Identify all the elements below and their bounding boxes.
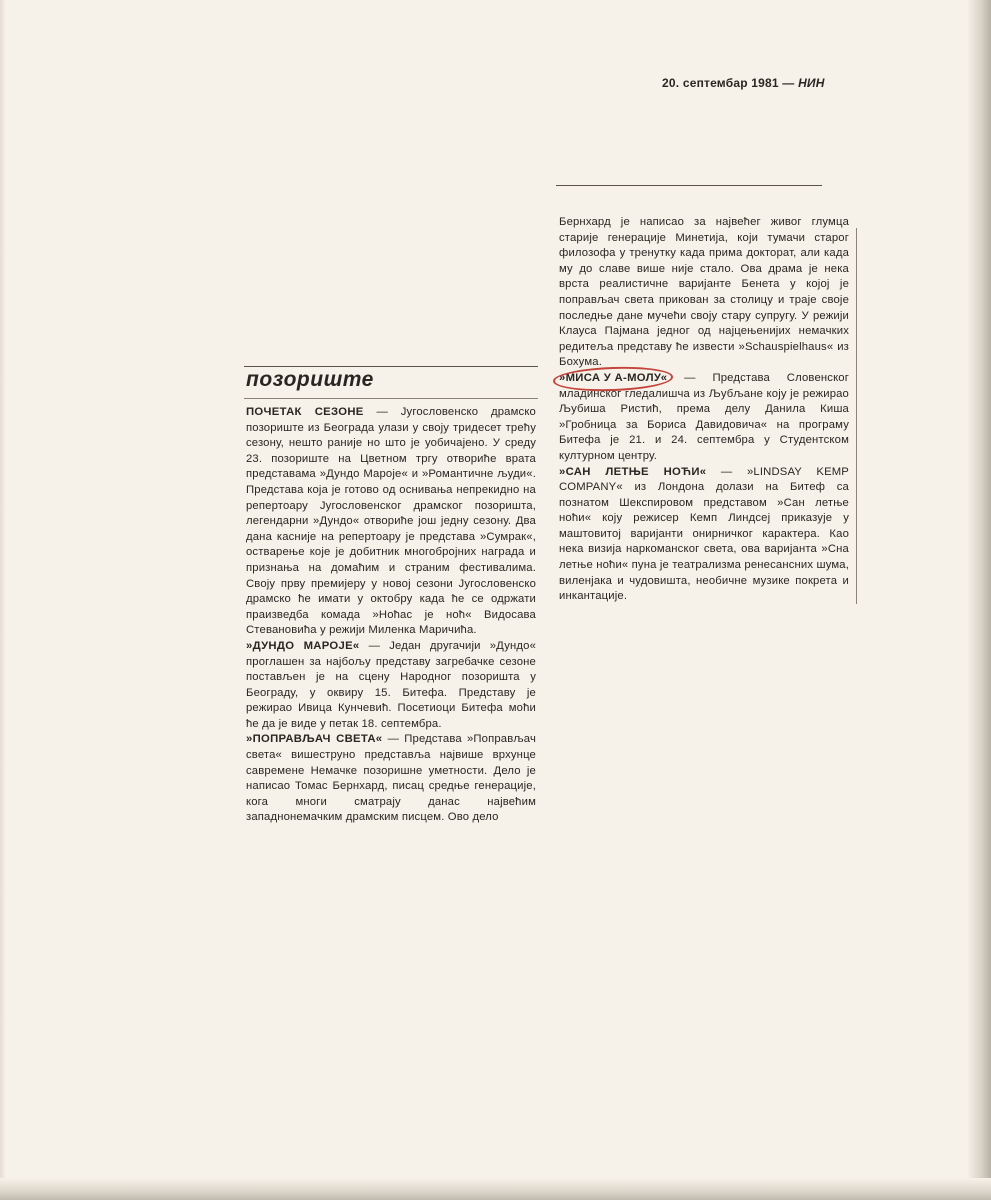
page-left-edge (0, 0, 6, 1200)
lead-pocetak-sezone: ПОЧЕТАК СЕЗОНЕ (246, 406, 364, 418)
article-san-letnje-noci (559, 465, 849, 605)
body-popravljac-cont: Бернхард је написао за највећег живог глумца старије генерације Минетија, који тумачи старог филозофа у тренутку када прима докторат, али када му до славе више није стало. Ова драма је нека врста реалистичне варијанте Бенета у којој је поправљач света прикован за столицу и траје своје последње дане мучећи своју стару супругу. У режији Клауса Пајмана једног од најцењенијих немачких редитеља представу ће извести »Schauspielhaus« из Бохума. (559, 216, 849, 369)
article-pocetak-sezone (246, 405, 536, 639)
section-top-rule (244, 366, 538, 367)
body-popravljac-sveta: — Представа »Поправљач света« вишеструно представља највише врхунце савремене Немачке позоришне уметности. Дело је написао Томас Бернхард, писац средње генерације, кога многи сматрају данас највећим западнонемачким драмским писцем. Ово дело (246, 733, 537, 824)
article-popravljac-sveta (246, 732, 536, 826)
lead-misa-u-a-molu-circled: »МИСА У А-МОЛУ« (559, 371, 667, 387)
article-misa-u-a-molu (559, 371, 849, 465)
right-column-top-rule (556, 185, 822, 186)
body-san-letnje-noci: — »LINDSAY KEMP COMPANY« из Лондона долази на Битеф са познатом Шекспировом представом »Сан летње ноћи« коју режисер Кемп Линдсеј приказује у маштовитој варијанти онирничког карактера. Као нека визија наркоманског света, ова варијанта »Сна летње ноћи« пуна је театрализма ренесансних шума, виленјака и чудовишта, необичне музике покрета и инкантације. (559, 465, 849, 603)
header-magazine: НИН (798, 76, 825, 90)
section-title-underline (244, 398, 538, 399)
header-date: 20. септембар 1981 — (662, 76, 795, 90)
lead-dundo-maroje: »ДУНДО МАРОЈЕ« (246, 639, 360, 652)
page-bottom-edge (0, 1178, 991, 1200)
right-column-border (856, 228, 857, 604)
page-header (662, 76, 852, 90)
lead-popravljac-sveta: »ПОПРАВЉАЧ СВЕТА« (246, 733, 383, 746)
section-title: позориште (246, 368, 374, 391)
body-pocetak-sezone: — Југословенско драмско позориште из Београда улази у своју тридесет трећу сезону, нешто раније но што је уобичајено. У среду 23. позориште на Цветном тргу отвориће врата представама »Дундо Мароје« и »Романтичне људи«. Представа која је готово од оснивања непрекидно на репертоару Југословенског драмског позоришта, легендарни »Дундо« отвориће још једну сезону. Два дана касније на репертоару је представа »Сумрак«, остварење које је добитник многобројних награда и признања на домаћим и страним фестивалима. Своју прву премијеру у новој сезони Југословенско драмско ће имати у октобру када ће се одржати праизведба комада »Ноћас је ноћ« Видосава Стевановића у режији Миленка Маричића. (246, 406, 536, 637)
article-popravljac-cont (559, 215, 849, 371)
body-dundo-maroje: — Један другачији »Дундо« проглашен за најбољу представу загребачке сезоне постављен је на сцену Народног позоришта у Београду, у оквиру 15. Битефа. Представу је режирао Ивица Кунчевић. Посетиоци Битефа моћи ће да је виде у петак 18. септембра. (246, 639, 537, 730)
right-column (559, 215, 849, 605)
left-column (246, 405, 536, 826)
body-misa-u-a-molu: — Представа Словенског младинског гледалишча из Љубљане коју је режирао Љубиша Ристић, према делу Данила Киша »Гробница за Бориса Давидовича« на програму Битефа је 21. и 24. септембра у Студентском културном центру. (559, 371, 849, 462)
article-dundo-maroje (246, 639, 536, 733)
page-right-edge (967, 0, 991, 1200)
lead-san-letnje-noci: »САН ЛЕТЊЕ НОЋИ« (559, 465, 707, 478)
